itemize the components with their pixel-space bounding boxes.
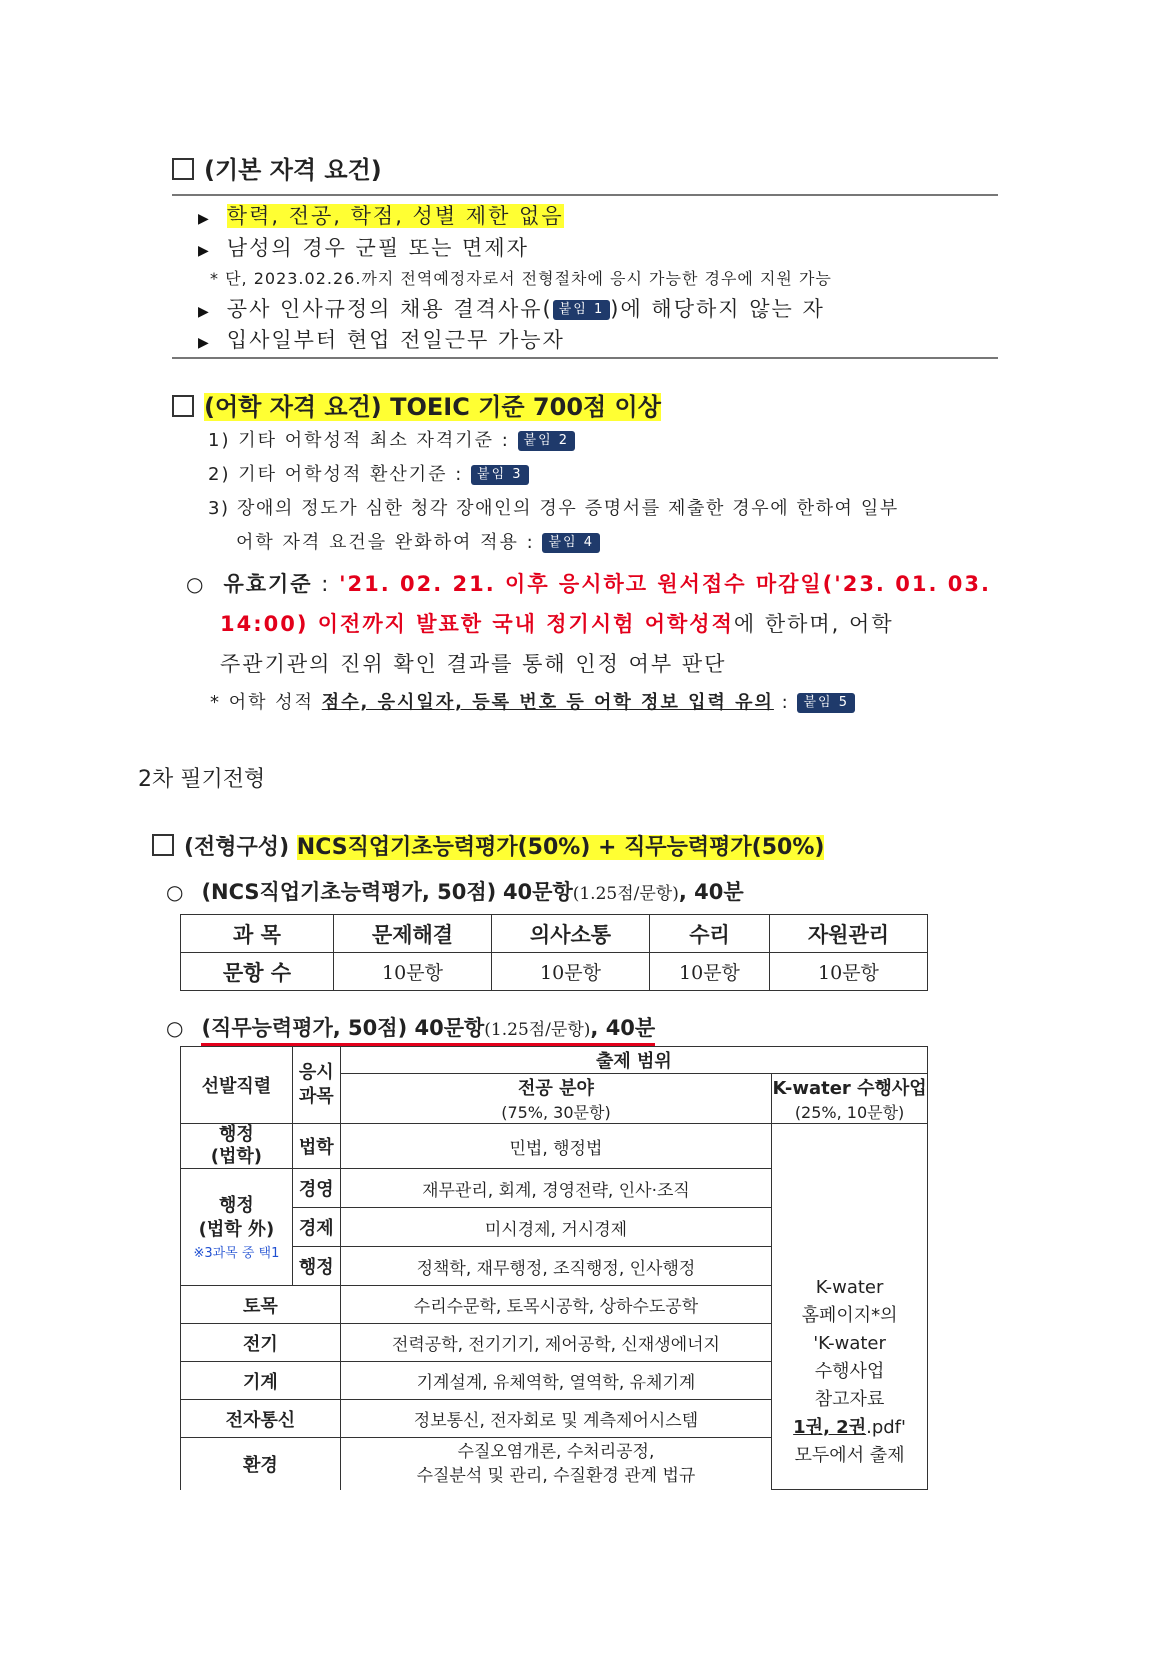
- basic-item-4: ▶ 입사일부터 현업 전일근무 가능자: [198, 328, 565, 352]
- attachment-badge[interactable]: 붙임 1: [553, 300, 611, 320]
- table-row: [181, 953, 928, 991]
- triangle-bullet-icon: ▶: [198, 243, 211, 259]
- table-cell: 수질오염개론, 수처리공정, 수질분석 및 관리, 수질환경 관계 법규: [340, 1438, 771, 1490]
- table-cell: 의사소통: [492, 915, 650, 953]
- divider: [172, 194, 998, 196]
- table-cell: 미시경제, 거시경제: [340, 1208, 771, 1247]
- circle-bullet-icon: ○: [166, 1016, 184, 1040]
- table-cell: 선발직렬: [181, 1047, 293, 1124]
- table-cell: 전자통신: [181, 1400, 341, 1438]
- triangle-bullet-icon: ▶: [198, 335, 211, 351]
- validity-line-2: 14:00) 이전까지 발표한 국내 정기시험 어학성적에 한하며, 어학: [220, 612, 894, 636]
- table-cell: 토목: [181, 1286, 341, 1324]
- table-cell: 10문항: [650, 953, 770, 991]
- stage2-heading: 2차 필기전형: [138, 767, 266, 792]
- table-cell: 문제해결: [334, 915, 492, 953]
- attachment-badge[interactable]: 붙임 4: [542, 533, 600, 553]
- attachment-badge[interactable]: 붙임 5: [797, 693, 855, 713]
- table-cell: 과 목: [181, 915, 334, 953]
- table-cell: 기계설계, 유체역학, 열역학, 유체기계: [340, 1362, 771, 1400]
- ncs-table: [180, 914, 928, 991]
- basic-item-2: ▶ 남성의 경우 군필 또는 면제자: [198, 236, 529, 260]
- checkbox-square-icon: [152, 834, 174, 856]
- language-item-3: 3) 장애의 정도가 심한 청각 장애인의 경우 증명서를 제출한 경우에 한하여 일부: [208, 498, 899, 519]
- military-note: * 단, 2023.02.26.까지 전역예정자로서 전형절차에 응시 가능한 경우에 지원 가능: [210, 269, 832, 288]
- table-cell: 재무관리, 회계, 경영전략, 인사·조직: [340, 1169, 771, 1208]
- language-item-3-cont: 어학 자격 요건을 완화하여 적용 : 붙임 4: [236, 528, 600, 554]
- table-row: [181, 1047, 928, 1074]
- table-row: [181, 1124, 928, 1169]
- attachment-badge[interactable]: 붙임 3: [471, 465, 529, 485]
- table-cell: 문항 수: [181, 953, 334, 991]
- checkbox-square-icon: [172, 158, 194, 180]
- language-item-1: 1) 기타 어학성적 최소 자격기준 : 붙임 2: [208, 426, 575, 452]
- basic-item-3: ▶ 공사 인사규정의 채용 결격사유( 붙임 1 )에 해당하지 않는 자: [198, 297, 825, 321]
- table-cell: 전기: [181, 1324, 341, 1362]
- table-cell: 경영: [292, 1169, 340, 1208]
- job-table: [180, 1046, 928, 1490]
- table-cell: 민법, 행정법: [340, 1124, 771, 1169]
- table-cell: 전력공학, 전기기기, 제어공학, 신재생에너지: [340, 1324, 771, 1362]
- table-cell: 전공 분야 (75%, 30문항): [340, 1074, 771, 1124]
- score-note: * 어학 성적 점수, 응시일자, 등록 번호 등 어학 정보 입력 유의 : 붙임 5: [210, 688, 855, 714]
- job-line: ○ (직무능력평가, 50점) 40문항(1.25점/문항), 40분: [166, 1012, 655, 1042]
- triangle-bullet-icon: ▶: [198, 304, 211, 320]
- basic-requirements-heading: (기본 자격 요건): [172, 150, 382, 185]
- language-item-2: 2) 기타 어학성적 환산기준 : 붙임 3: [208, 460, 529, 486]
- table-cell: 행정 (법학 外) ※3과목 중 택1: [181, 1169, 293, 1286]
- validity-line-3: 주관기관의 진위 확인 결과를 통해 인정 여부 판단: [220, 652, 727, 676]
- table-cell: 10문항: [334, 953, 492, 991]
- table-cell: 행정: [292, 1247, 340, 1286]
- table-cell: 환경: [181, 1438, 341, 1490]
- table-cell: 기계: [181, 1362, 341, 1400]
- table-cell: 수리수문학, 토목시공학, 상하수도공학: [340, 1286, 771, 1324]
- table-row: [181, 915, 928, 953]
- table-cell: 응시 과목: [292, 1047, 340, 1124]
- table-cell: 수리: [650, 915, 770, 953]
- triangle-bullet-icon: ▶: [198, 211, 211, 227]
- table-cell: K-water 수행사업 (25%, 10문항): [772, 1074, 928, 1124]
- table-cell: 경제: [292, 1208, 340, 1247]
- attachment-badge[interactable]: 붙임 2: [518, 431, 576, 451]
- kwater-reference-cell: K-water 홈페이지*의 'K-water 수행사업 참고자료 1권, 2권.pdf' 모두에서 출제: [772, 1124, 928, 1490]
- table-cell: 법학: [292, 1124, 340, 1169]
- table-cell: 10문항: [769, 953, 927, 991]
- validity-line-1: ○ 유효기준 : '21. 02. 21. 이후 응시하고 원서접수 마감일('23. 01. 03.: [186, 572, 991, 596]
- language-requirements-heading: (어학 자격 요건) TOEIC 기준 700점 이상: [172, 387, 661, 422]
- checkbox-square-icon: [172, 395, 194, 417]
- ncs-line: ○ (NCS직업기초능력평가, 50점) 40문항(1.25점/문항), 40분: [166, 880, 744, 904]
- table-cell: 10문항: [492, 953, 650, 991]
- basic-item-1: ▶ 학력, 전공, 학점, 성별 제한 없음: [198, 204, 564, 228]
- table-cell: 정책학, 재무행정, 조직행정, 인사행정: [340, 1247, 771, 1286]
- divider: [172, 357, 998, 359]
- table-cell: 자원관리: [769, 915, 927, 953]
- table-cell: 행정 (법학): [181, 1124, 293, 1169]
- table-cell: 정보통신, 전자회로 및 계측제어시스템: [340, 1400, 771, 1438]
- composition-heading: (전형구성) NCS직업기초능력평가(50%) + 직무능력평가(50%): [152, 830, 824, 861]
- circle-bullet-icon: ○: [186, 572, 206, 596]
- circle-bullet-icon: ○: [166, 880, 184, 904]
- table-cell: 출제 범위: [340, 1047, 927, 1074]
